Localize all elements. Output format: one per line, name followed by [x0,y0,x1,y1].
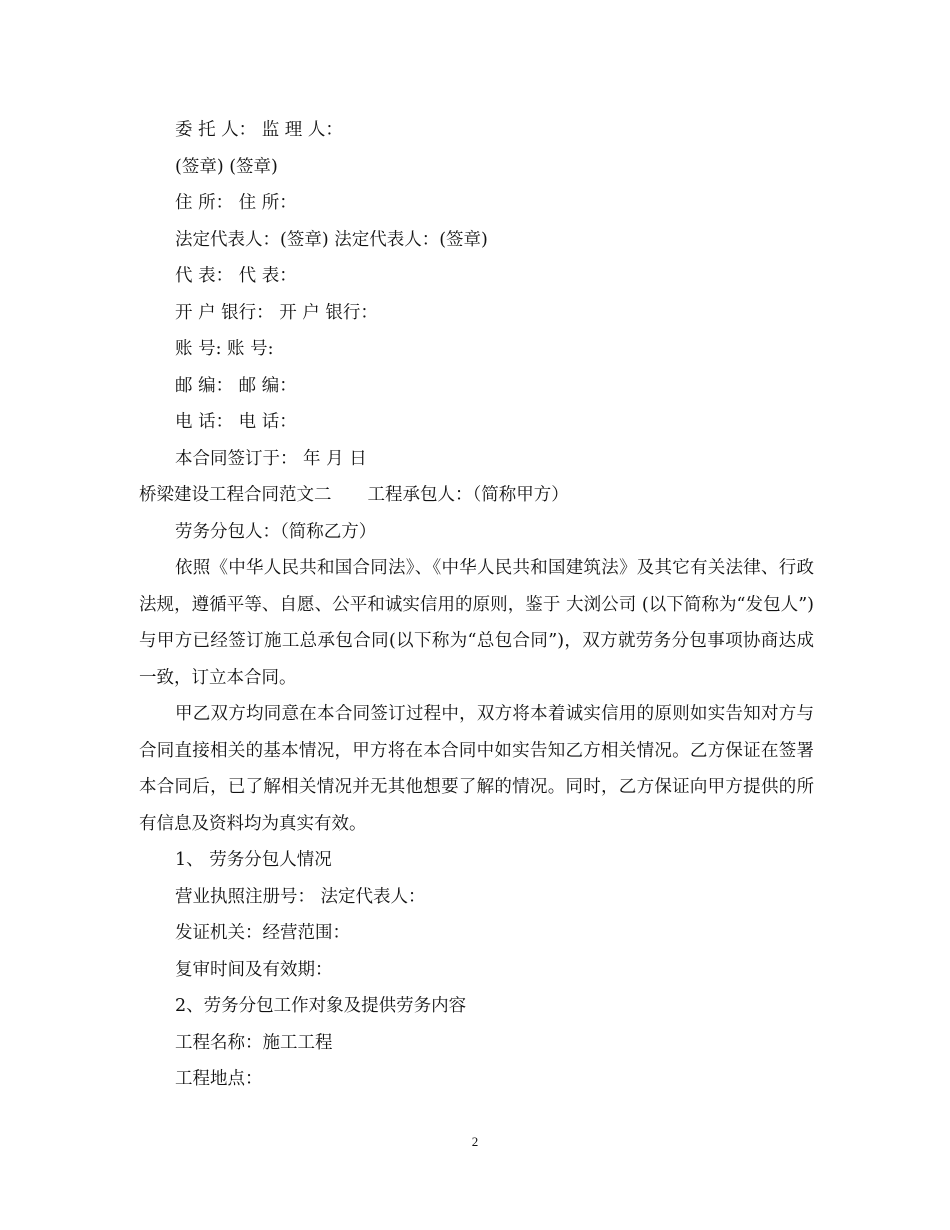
signature-line-postcode: 邮 编： 邮 编： [175,375,297,396]
document-body [139,112,814,1098]
clause-project-name: 工程名称：施工工程 [175,1032,333,1053]
contractor-label: 工程承包人：（简称甲方） [367,485,569,505]
section-heading [139,477,814,514]
clause-project-location: 工程地点： [175,1069,263,1089]
signature-line-legal-rep: 法定代表人：(签章) 法定代表人：(签章) [175,229,488,250]
paragraph-legal-basis: 依照《中华人民共和国合同法》、《中华人民共和国建筑法》及其它有关法律、行政法规，遵循平等、自愿、公平和诚实信用的原则，鉴于 大浏公司 (以下简称为“发包人”) 与甲方已经签订施工总承包合同(以下称为“总包合同”)，双方就劳务分包事项协商达成一致，订立本合同。 [139,558,814,688]
signature-line-parties: 委 托 人： 监 理 人： [175,120,343,140]
signature-line-bank: 开 户 银行： 开 户 银行： [175,302,378,323]
signature-line-phone: 电 话： 电 话： [175,412,297,432]
section-title: 桥梁建设工程合同范文二 [139,485,332,505]
paragraph-good-faith: 甲乙双方均同意在本合同签订过程中，双方将本着诚实信用的原则如实告知对方与合同直接相关的基本情况，甲方将在本合同中如实告知乙方相关情况。乙方保证在签署本合同后，已了解相关情况并无其他想要了解的情况。同时，乙方保证向甲方提供的所有信息及资料均为真实有效。 [139,704,814,834]
signature-line-seals: (签章) (签章) [175,156,278,177]
clause-license-number: 营业执照注册号： 法定代表人： [175,886,426,907]
clause-list [139,842,814,1098]
signature-line-address: 住 所： 住 所： [175,193,297,213]
subcontractor-line: 劳务分包人：（简称乙方） [175,521,377,542]
signature-block [139,112,814,477]
clause-heading-subcontractor-info: 1、 劳务分包人情况 [175,850,332,870]
clause-heading-work-scope: 2、劳务分包工作对象及提供劳务内容 [175,996,467,1016]
signature-line-representative: 代 表： 代 表： [175,266,297,286]
clause-review-period: 复审时间及有效期： [175,959,333,980]
signature-line-date: 本合同签订于： 年 月 日 [175,448,367,469]
signature-line-account: 账 号: 账 号: [175,339,274,359]
page-number: 2 [471,1134,479,1149]
clause-issuing-authority: 发证机关：经营范围： [175,923,350,943]
